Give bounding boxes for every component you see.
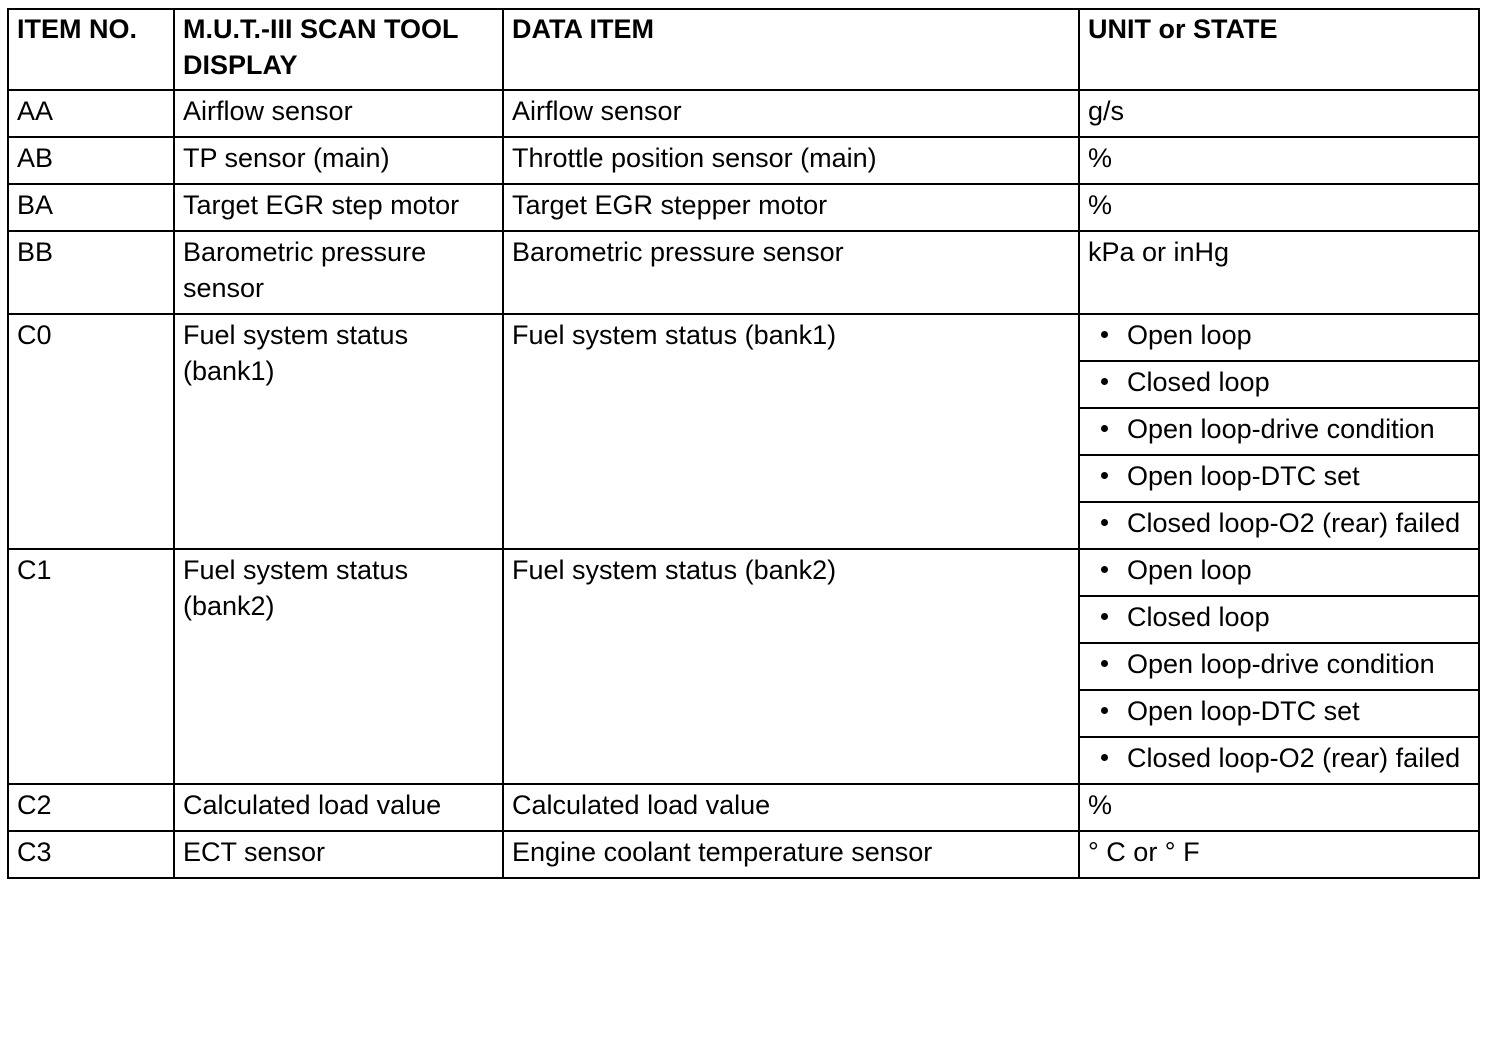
state-item: Open loop-DTC set xyxy=(1080,456,1478,503)
unit-cell: g/s xyxy=(1079,90,1479,137)
display-cell: Fuel system status (bank1) xyxy=(174,314,503,549)
unit-cell: % xyxy=(1079,184,1479,231)
table-row xyxy=(8,90,1479,137)
data-item-cell: Calculated load value xyxy=(503,784,1079,831)
state-item: Closed loop xyxy=(1080,362,1478,409)
state-list-cell xyxy=(1079,314,1479,549)
item-no-cell: C3 xyxy=(8,831,174,878)
data-item-cell: Barometric pressure sensor xyxy=(503,231,1079,314)
display-cell: TP sensor (main) xyxy=(174,137,503,184)
unit-cell: ° C or ° F xyxy=(1079,831,1479,878)
header-row xyxy=(8,9,1479,90)
item-no-cell: BB xyxy=(8,231,174,314)
table-row xyxy=(8,784,1479,831)
state-item: Closed loop xyxy=(1080,597,1478,644)
state-item: Open loop-drive condition xyxy=(1080,644,1478,691)
data-item-cell: Throttle position sensor (main) xyxy=(503,137,1079,184)
unit-cell: % xyxy=(1079,137,1479,184)
state-list xyxy=(1080,550,1478,783)
item-no-cell: AA xyxy=(8,90,174,137)
state-item: Open loop xyxy=(1080,550,1478,597)
item-no-cell: C2 xyxy=(8,784,174,831)
data-item-cell: Fuel system status (bank2) xyxy=(503,549,1079,784)
unit-cell: kPa or inHg xyxy=(1079,231,1479,314)
item-no-cell: AB xyxy=(8,137,174,184)
state-item: Open loop-DTC set xyxy=(1080,691,1478,738)
header-data-item: DATA ITEM xyxy=(503,9,1079,90)
item-no-cell: C1 xyxy=(8,549,174,784)
state-item: Closed loop-O2 (rear) failed xyxy=(1080,738,1478,783)
data-list-table xyxy=(7,8,1480,879)
data-item-cell: Engine coolant temperature sensor xyxy=(503,831,1079,878)
display-cell: Calculated load value xyxy=(174,784,503,831)
state-list-cell xyxy=(1079,549,1479,784)
header-item-no: ITEM NO. xyxy=(8,9,174,90)
state-item: Open loop-drive condition xyxy=(1080,409,1478,456)
header-scan-tool-display: M.U.T.-III SCAN TOOL DISPLAY xyxy=(174,9,503,90)
item-no-cell: BA xyxy=(8,184,174,231)
item-no-cell: C0 xyxy=(8,314,174,549)
data-item-cell: Fuel system status (bank1) xyxy=(503,314,1079,549)
state-item: Open loop xyxy=(1080,315,1478,362)
display-cell: Barometric pressure sensor xyxy=(174,231,503,314)
display-cell: ECT sensor xyxy=(174,831,503,878)
unit-cell: % xyxy=(1079,784,1479,831)
data-item-cell: Airflow sensor xyxy=(503,90,1079,137)
display-cell: Target EGR step motor xyxy=(174,184,503,231)
table-row xyxy=(8,831,1479,878)
table-row xyxy=(8,137,1479,184)
display-cell: Fuel system status (bank2) xyxy=(174,549,503,784)
state-item: Closed loop-O2 (rear) failed xyxy=(1080,503,1478,548)
table-row xyxy=(8,184,1479,231)
table-row xyxy=(8,231,1479,314)
table-row xyxy=(8,549,1479,784)
table-row xyxy=(8,314,1479,549)
data-item-cell: Target EGR stepper motor xyxy=(503,184,1079,231)
header-unit-or-state: UNIT or STATE xyxy=(1079,9,1479,90)
state-list xyxy=(1080,315,1478,548)
display-cell: Airflow sensor xyxy=(174,90,503,137)
